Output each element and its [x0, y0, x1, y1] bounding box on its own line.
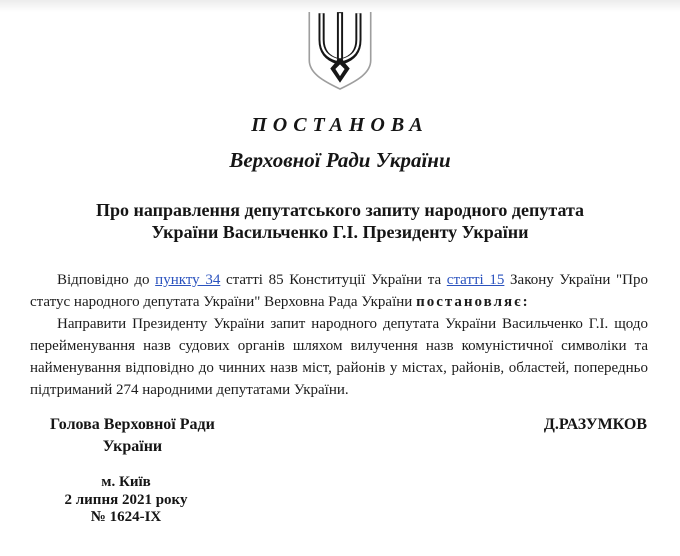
issuer-heading: Верховної Ради України [229, 148, 451, 172]
footer-date: 2 липня 2021 року [64, 491, 188, 508]
preamble-text-3: Закону України "Про статус народного депутата України" Верховна Рада України [30, 272, 648, 310]
ukraine-coat-of-arms-icon [307, 5, 373, 91]
signatory-position-line-1: Голова Верховної Ради [50, 416, 215, 433]
document-footer [30, 474, 222, 527]
footer-number: № 1624-IX [90, 509, 162, 525]
paragraph-preamble [30, 269, 648, 313]
document-title-line-2: України Васильченко Г.І. Президенту України [151, 222, 529, 242]
document-body [30, 269, 648, 401]
signatory-position [50, 414, 215, 458]
link-stattia-15[interactable]: статті 15 [446, 272, 505, 288]
signatory-position-line-2: України [102, 438, 163, 455]
resolves-emphasis: постановляє: [416, 294, 530, 310]
preamble-text-1: Відповідно до [57, 272, 156, 288]
preamble-text-2: статті 85 Конституції України та [220, 272, 447, 288]
document-type-heading: ПОСТАНОВА [251, 114, 429, 136]
document-title [0, 199, 680, 243]
emblem-container [0, 0, 680, 91]
document-title-line-1: Про направлення депутатського запиту народного депутата [95, 200, 585, 220]
signatory-name: Д.РАЗУМКОВ [543, 416, 647, 433]
signature-block [50, 414, 647, 458]
link-punkt-34[interactable]: пункту 34 [155, 272, 221, 288]
footer-place: м. Київ [101, 474, 151, 490]
paragraph-operative: Направити Президенту України запит народного депутата України Васильченко Г.І. щодо перейменування назв судових органів шляхом вилучення назв комуністичної символіки та найменування відповідно до чинних назв міст, районів у містах, районів, областей, попередньо підтриманий 274 народними депутатами України. [30, 316, 648, 398]
